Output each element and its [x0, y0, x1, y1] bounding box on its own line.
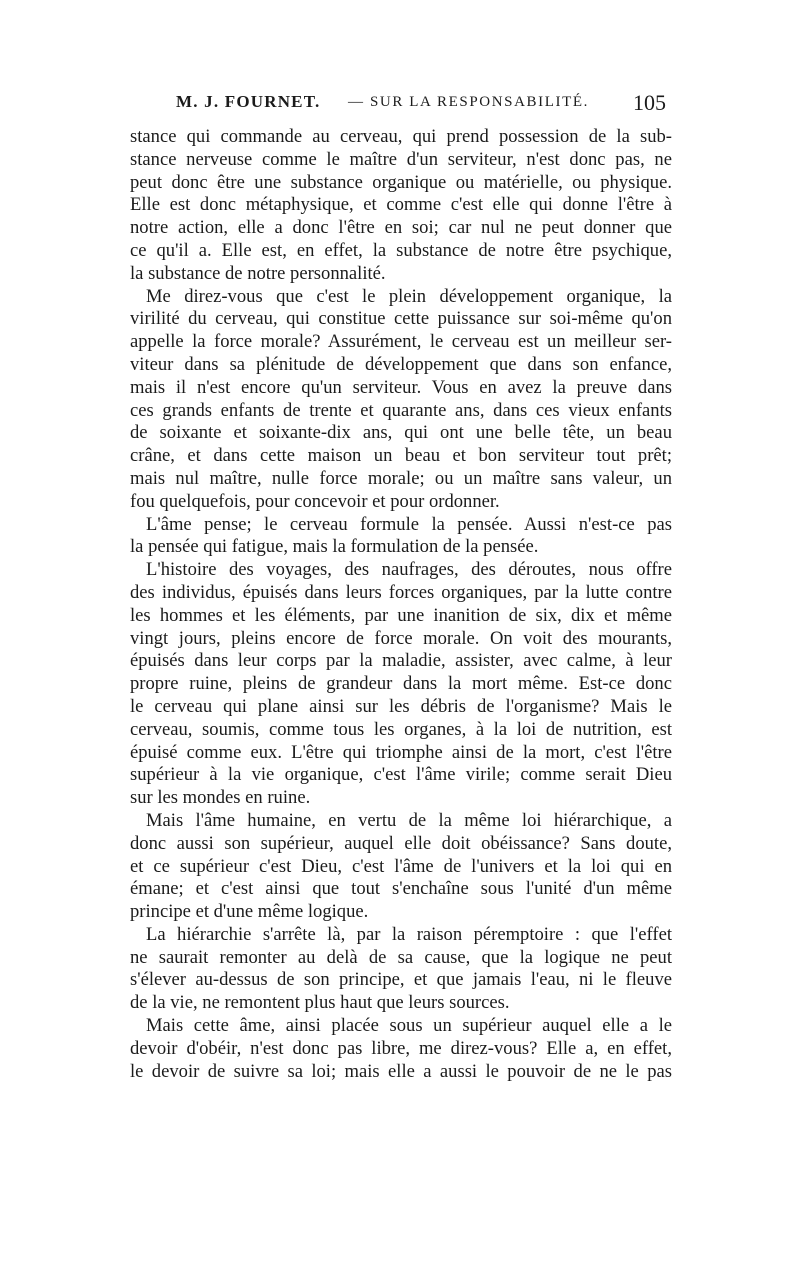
- text-line: cerveau, soumis, comme tous les organes, à la loi de nutrition, est: [130, 718, 672, 740]
- text-line: supérieur à la vie organique, c'est l'âme virile; comme serait Dieu: [130, 764, 672, 786]
- paragraph: [130, 514, 672, 560]
- paragraph: [130, 286, 672, 514]
- paragraph: [130, 559, 672, 810]
- text-line: des individus, épuisés dans leurs forces organiques, par la lutte contre: [130, 581, 672, 603]
- text-line: Elle est donc métaphysique, et comme c'est elle qui donne l'être à: [130, 194, 672, 216]
- paragraph: [130, 810, 672, 924]
- page-number: 105: [633, 90, 666, 115]
- text-line: principe et d'une même logique.: [130, 901, 369, 923]
- text-line: sur les mondes en ruine.: [130, 787, 311, 809]
- running-head-title: [348, 94, 589, 111]
- text-line: la pensée qui fatigue, mais la formulation de la pensée.: [130, 536, 539, 558]
- text-line: épuisés dans leur corps par la maladie, assister, avec calme, à leur: [130, 650, 672, 672]
- text-line: crâne, et dans cette maison un beau et bon serviteur tout prêt;: [130, 445, 672, 467]
- text-line: la substance de notre personnalité.: [130, 262, 386, 284]
- text-line: La hiérarchie s'arrête là, par la raison péremptoire : que l'effet: [146, 923, 672, 945]
- text-line: stance nerveuse comme le maître d'un serviteur, n'est donc pas, ne: [130, 148, 672, 170]
- text-line: de la vie, ne remontent plus haut que leurs sources.: [130, 992, 510, 1014]
- text-line: propre ruine, pleins de grandeur dans la mort même. Est-ce donc: [130, 673, 672, 695]
- text-line: appelle la force morale? Assurément, le cerveau est un meilleur ser-: [130, 331, 672, 353]
- text-line: de soixante et soixante-dix ans, qui ont une belle tête, un beau: [130, 422, 672, 444]
- text-line: émane; et c'est ainsi que tout s'enchaîne sous l'unité d'un même: [130, 878, 672, 900]
- text-line: stance qui commande au cerveau, qui prend possession de la sub-: [130, 126, 672, 147]
- text-line: mais nul maître, nulle force morale; ou un maître sans valeur, un: [130, 467, 672, 489]
- text-line: L'âme pense; le cerveau formule la pensée. Aussi n'est-ce pas: [146, 513, 672, 535]
- text-line: viteur dans sa plénitude de développement que dans son enfance,: [130, 353, 672, 375]
- text-line: donc aussi son supérieur, auquel elle doit obéissance? Sans doute,: [130, 832, 672, 854]
- text-line: le cerveau qui plane ainsi sur les débris de l'organisme? Mais le: [130, 695, 672, 717]
- paragraph: [130, 126, 672, 286]
- body-text: [130, 126, 672, 1083]
- text-line: virilité du cerveau, qui constitue cette puissance sur soi-même qu'on: [130, 308, 672, 330]
- text-line: devoir d'obéir, n'est donc pas libre, me direz-vous? Elle a, en effet,: [130, 1037, 672, 1059]
- text-line: Me direz-vous que c'est le plein développement organique, la: [146, 285, 672, 307]
- text-line: et ce supérieur c'est Dieu, c'est l'âme de l'univers et la loi qui en: [130, 855, 672, 877]
- paragraph: [130, 924, 672, 1015]
- running-head-author: M. J. FOURNET.: [176, 92, 321, 111]
- text-line: épuisé comme eux. L'être qui triomphe ainsi de la mort, c'est l'être: [130, 741, 672, 763]
- text-line: fou quelquefois, pour concevoir et pour ordonner.: [130, 490, 500, 512]
- text-line: ne saurait remonter au delà de sa cause, que la logique ne peut: [130, 946, 672, 968]
- text-line: les hommes et les éléments, par une inanition de six, dix et même: [130, 604, 672, 626]
- running-head-separator: —: [348, 94, 365, 110]
- running-head: [128, 90, 672, 116]
- text-line: s'élever au-dessus de son principe, et que jamais l'eau, ni le fleuve: [130, 969, 672, 991]
- text-line: ce qu'il a. Elle est, en effet, la substance de notre être psychique,: [130, 239, 672, 261]
- running-head-title-text: SUR LA RESPONSABILITÉ.: [369, 94, 589, 110]
- text-line: le devoir de suivre sa loi; mais elle a aussi le pouvoir de ne le pas: [130, 1060, 672, 1082]
- text-line: vingt jours, pleins encore de force morale. On voit des mourants,: [130, 627, 672, 649]
- text-line: mais il n'est encore qu'un serviteur. Vous en avez la preuve dans: [130, 376, 672, 398]
- paragraph: [130, 1015, 672, 1083]
- text-line: ces grands enfants de trente et quarante ans, dans ces vieux enfants: [130, 399, 672, 421]
- text-line: Mais l'âme humaine, en vertu de la même loi hiérarchique, a: [146, 809, 672, 831]
- text-line: L'histoire des voyages, des naufrages, des déroutes, nous offre: [146, 559, 672, 581]
- text-line: notre action, elle a donc l'être en soi; car nul ne peut donner que: [130, 217, 672, 239]
- text-line: peut donc être une substance organique ou matérielle, ou physique.: [130, 171, 672, 193]
- text-line: Mais cette âme, ainsi placée sous un supérieur auquel elle a le: [146, 1015, 672, 1037]
